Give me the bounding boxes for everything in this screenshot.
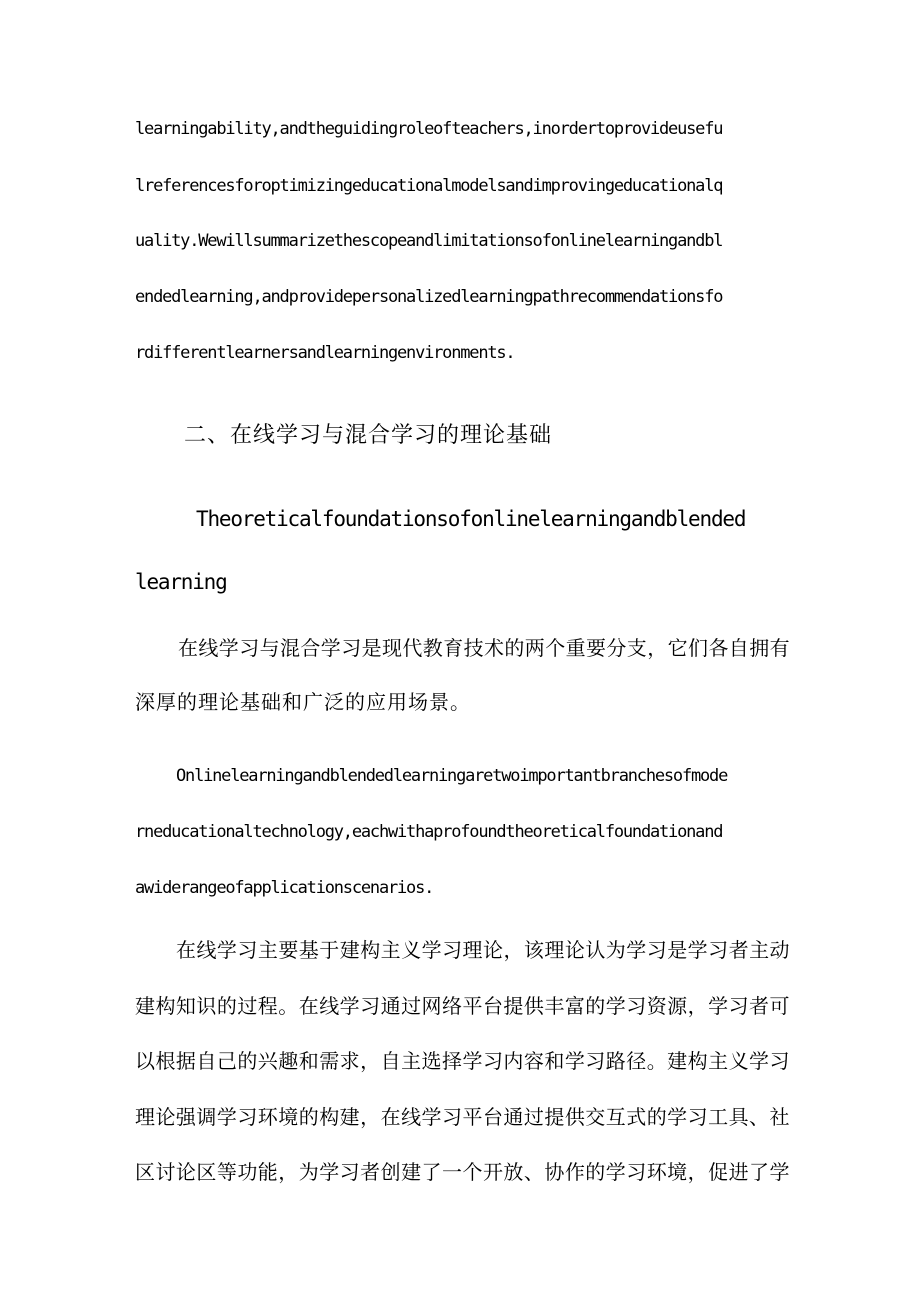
paragraph-1-line-3: uality.Wewillsummarizethescopeandlimitationsofonlinelearningandbl (135, 231, 723, 251)
paragraph-2-cn-line-1: 在线学习与混合学习是现代教育技术的两个重要分支，它们各自拥有 (178, 636, 790, 660)
paragraph-3-cn-line-1: 在线学习主要基于建构主义学习理论，该理论认为学习是学习者主动 (176, 938, 790, 962)
paragraph-1-line-2: lreferencesforoptimizingeducationalmodelsandimprovingeducationalq (135, 176, 723, 196)
paragraph-3-cn-line-3: 以根据自己的兴趣和需求，自主选择学习内容和学习路径。建构主义学习 (135, 1049, 790, 1073)
paragraph-2-en-line-2: rneducationaltechnology,eachwithaprofoundtheoreticalfoundationand (135, 822, 723, 842)
paragraph-1-line-5: rdifferentlearnersandlearningenvironments. (135, 343, 515, 363)
paragraph-3-cn-line-5: 区讨论区等功能，为学习者创建了一个开放、协作的学习环境，促进了学 (135, 1160, 790, 1184)
paragraph-2-en-line-3: awiderangeofapplicationscenarios. (135, 878, 434, 898)
section-heading-en-line-1: Theoreticalfoundationsofonlinelearningandblended (196, 507, 746, 531)
section-heading-cn: 二、在线学习与混合学习的理论基础 (184, 423, 553, 448)
section-heading-en-line-2: learning (135, 570, 227, 594)
paragraph-1-line-4: endedlearning,andprovidepersonalizedlearningpathrecommendationsfo (135, 287, 723, 307)
paragraph-2-en-line-1: Onlinelearningandblendedlearningaretwoimportantbranchesofmode (176, 766, 728, 786)
paragraph-3-cn-line-4: 理论强调学习环境的构建，在线学习平台通过提供交互式的学习工具、社 (135, 1105, 790, 1129)
paragraph-3-cn-line-2: 建构知识的过程。在线学习通过网络平台提供丰富的学习资源，学习者可 (135, 994, 790, 1018)
paragraph-2-cn-line-2: 深厚的理论基础和广泛的应用场景。 (135, 690, 471, 714)
paragraph-1-line-1: learningability,andtheguidingroleofteachers,inordertoprovideusefu (135, 119, 723, 139)
